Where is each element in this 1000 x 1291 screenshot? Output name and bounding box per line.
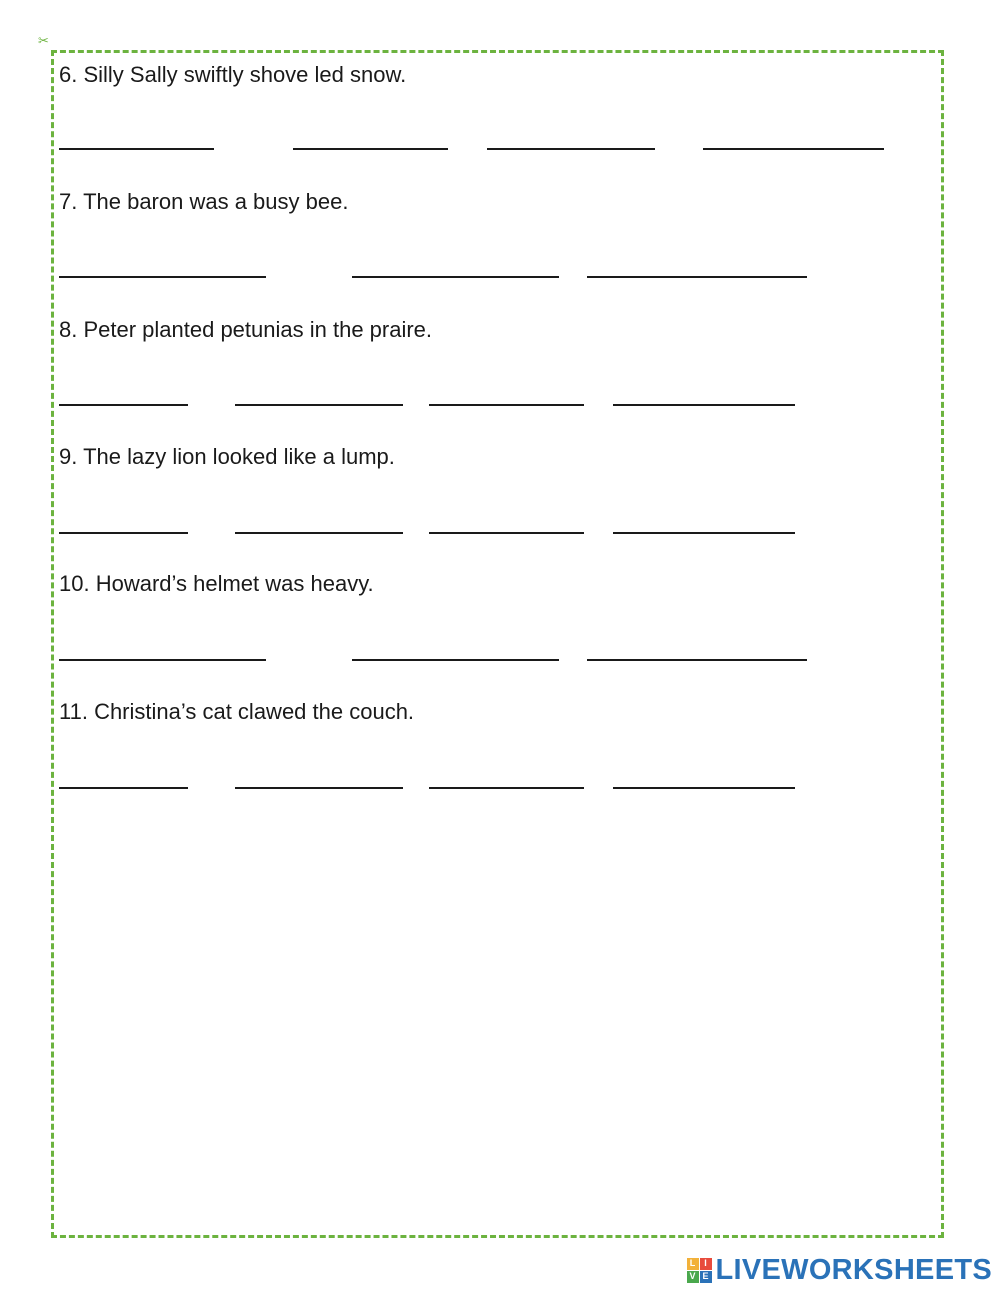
worksheet-cut-border xyxy=(51,50,944,1238)
liveworksheets-logo-icon xyxy=(687,1258,712,1283)
liveworksheets-brand xyxy=(687,1254,993,1286)
answer-blank[interactable] xyxy=(352,659,559,661)
answer-blank[interactable] xyxy=(613,787,795,789)
answer-blank[interactable] xyxy=(59,787,188,789)
answer-blank[interactable] xyxy=(235,532,403,534)
answer-blank[interactable] xyxy=(703,148,884,150)
logo-tile-i: I xyxy=(700,1258,712,1270)
answer-blank[interactable] xyxy=(59,532,188,534)
brand-wordmark: LIVEWORKSHEETS xyxy=(715,1253,992,1286)
answer-blank[interactable] xyxy=(487,148,655,150)
answer-blank[interactable] xyxy=(587,659,807,661)
answer-blank[interactable] xyxy=(59,276,266,278)
question-6: 6. Silly Sally swiftly shove led snow. xyxy=(59,62,407,87)
answer-blank[interactable] xyxy=(293,148,448,150)
answer-blank[interactable] xyxy=(429,404,584,406)
answer-blank[interactable] xyxy=(613,532,795,534)
logo-tile-e: E xyxy=(700,1271,712,1283)
answer-blank[interactable] xyxy=(352,276,559,278)
answer-blank[interactable] xyxy=(587,276,807,278)
scissors-icon: ✂ xyxy=(38,33,49,48)
answer-blank[interactable] xyxy=(429,532,584,534)
answer-blank[interactable] xyxy=(613,404,795,406)
logo-tile-l: L xyxy=(687,1258,699,1270)
answer-blank[interactable] xyxy=(59,659,266,661)
logo-tile-v: V xyxy=(687,1271,699,1283)
question-11: 11. Christina’s cat clawed the couch. xyxy=(59,699,415,724)
answer-blank[interactable] xyxy=(429,787,584,789)
question-7: 7. The baron was a busy bee. xyxy=(59,189,349,214)
question-10: 10. Howard’s helmet was heavy. xyxy=(59,571,374,596)
answer-blank[interactable] xyxy=(59,404,188,406)
answer-blank[interactable] xyxy=(59,148,214,150)
question-9: 9. The lazy lion looked like a lump. xyxy=(59,444,395,469)
answer-blank[interactable] xyxy=(235,787,403,789)
question-8: 8. Peter planted petunias in the praire. xyxy=(59,317,433,342)
answer-blank[interactable] xyxy=(235,404,403,406)
